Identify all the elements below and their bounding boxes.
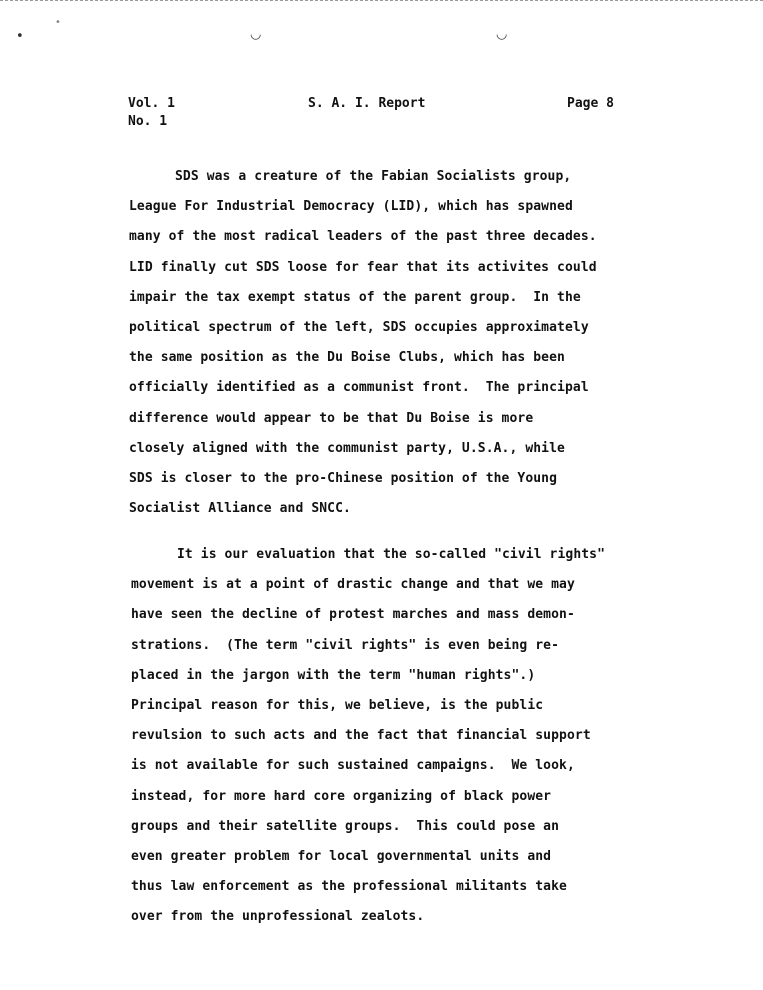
text-line: thus law enforcement as the professional militants take <box>131 879 567 895</box>
text-line: SDS is closer to the pro-Chinese position of the Young <box>129 470 558 486</box>
page-top-border <box>0 0 763 1</box>
text-line: many of the most radical leaders of the past three decades. <box>129 229 597 245</box>
text-line: League For Industrial Democracy (LID), which has spawned <box>129 199 573 215</box>
text-line: is not available for such sustained campaigns. We look, <box>131 758 575 774</box>
scan-mark-left-dot: • <box>55 17 61 28</box>
header-volume: Vol. 1 <box>128 96 175 111</box>
text-line: political spectrum of the left, SDS occupies approximately <box>129 319 589 335</box>
text-line: movement is at a point of drastic change and that we may <box>131 577 575 593</box>
text-line: SDS was a creature of the Fabian Socialists group, <box>175 169 572 184</box>
text-line: over from the unprofessional zealots. <box>131 909 425 925</box>
text-line: It is our evaluation that the so-called "civil rights" <box>177 547 606 562</box>
header-number: No. 1 <box>128 114 168 129</box>
text-line: the same position as the Du Boise Clubs, which has been <box>129 350 565 366</box>
header-title: S. A. I. Report <box>308 96 426 111</box>
paragraph-1 <box>129 162 729 524</box>
paragraph-2 <box>131 540 731 932</box>
text-line: groups and their satellite groups. This could pose an <box>131 818 560 834</box>
text-line: difference would appear to be that Du Boise is more <box>129 410 534 426</box>
text-line: LID finally cut SDS loose for fear that its activites could <box>129 259 597 275</box>
text-line: instead, for more hard core organizing of black power <box>131 788 552 804</box>
text-line: even greater problem for local governmental units and <box>131 848 552 864</box>
scan-mark-center-left: ◡ <box>250 27 262 42</box>
text-line: revulsion to such acts and the fact that financial support <box>131 728 591 744</box>
text-line: impair the tax exempt status of the parent group. In the <box>129 289 581 305</box>
text-line: Principal reason for this, we believe, is the public <box>131 697 544 713</box>
text-line: closely aligned with the communist party, U.S.A., while <box>129 440 565 456</box>
scan-mark-center-right: ◡ <box>496 27 508 42</box>
scan-mark-left: • <box>16 29 24 44</box>
text-line: strations. (The term "civil rights" is even being re- <box>131 637 560 653</box>
header-page: Page 8 <box>567 96 614 111</box>
text-line: officially identified as a communist front. The principal <box>129 380 589 396</box>
text-line: Socialist Alliance and SNCC. <box>129 501 351 517</box>
text-line: have seen the decline of protest marches and mass demon- <box>131 607 575 623</box>
text-line: placed in the jargon with the term "human rights".) <box>131 667 536 683</box>
